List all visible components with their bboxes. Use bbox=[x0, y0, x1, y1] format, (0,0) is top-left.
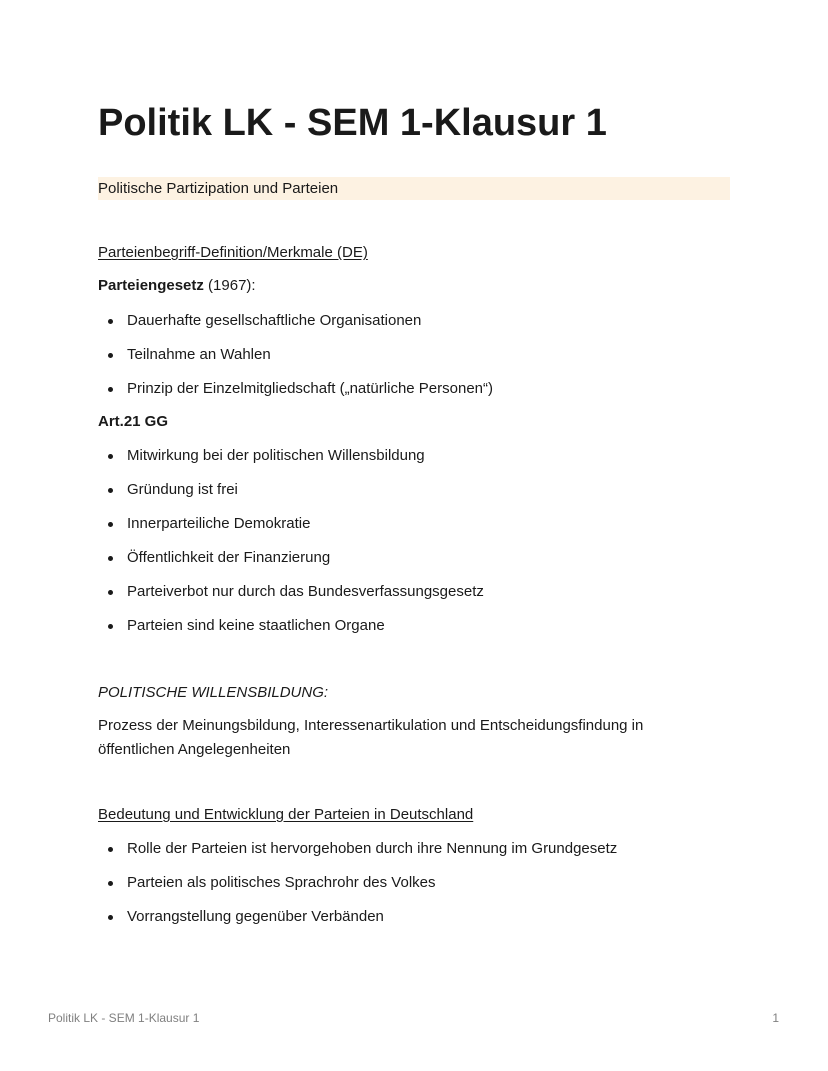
willensbildung-text-line1: Prozess der Meinungsbildung, Interessenartikulation und Entscheidungsfindung in bbox=[98, 717, 644, 734]
list-item: Vorrangstellung gegenüber Verbänden bbox=[98, 905, 617, 939]
list-item: Rolle der Parteien ist hervorgehoben durch ihre Nennung im Grundgesetz bbox=[98, 837, 617, 871]
list-item: Prinzip der Einzelmitgliedschaft („natürliche Personen“) bbox=[98, 377, 493, 411]
article-items-list bbox=[98, 444, 484, 648]
law-items-list bbox=[98, 309, 493, 411]
list-item: Parteien als politisches Sprachrohr des Volkes bbox=[98, 871, 617, 905]
law-name: Parteiengesetz bbox=[98, 277, 204, 294]
list-item: Gründung ist frei bbox=[98, 478, 484, 512]
law-year: (1967): bbox=[203, 277, 256, 294]
section-heading-bedeutung: Bedeutung und Entwicklung der Parteien in Deutschland bbox=[98, 806, 474, 823]
article-label: Art.21 GG bbox=[98, 413, 169, 430]
list-item: Öffentlichkeit der Finanzierung bbox=[98, 546, 484, 580]
footer-title: Politik LK - SEM 1-Klausur 1 bbox=[48, 1011, 200, 1025]
section-heading-willensbildung: POLITISCHE WILLENSBILDUNG: bbox=[98, 684, 329, 701]
list-item: Innerparteiliche Demokratie bbox=[98, 512, 484, 546]
bedeutung-items-list bbox=[98, 837, 617, 939]
list-item: Mitwirkung bei der politischen Willensbildung bbox=[98, 444, 484, 478]
list-item: Dauerhafte gesellschaftliche Organisationen bbox=[98, 309, 493, 343]
page-title: Politik LK - SEM 1-Klausur 1 bbox=[98, 102, 607, 144]
willensbildung-text-line2: öffentlichen Angelegenheiten bbox=[98, 741, 291, 758]
list-item: Teilnahme an Wahlen bbox=[98, 343, 493, 377]
highlighted-subtitle: Politische Partizipation und Parteien bbox=[98, 177, 730, 200]
footer-page-number: 1 bbox=[772, 1011, 779, 1025]
section-heading-definition: Parteienbegriff-Definition/Merkmale (DE) bbox=[98, 244, 368, 261]
list-item: Parteien sind keine staatlichen Organe bbox=[98, 614, 484, 648]
law-line bbox=[98, 274, 256, 298]
list-item: Parteiverbot nur durch das Bundesverfassungsgesetz bbox=[98, 580, 484, 614]
